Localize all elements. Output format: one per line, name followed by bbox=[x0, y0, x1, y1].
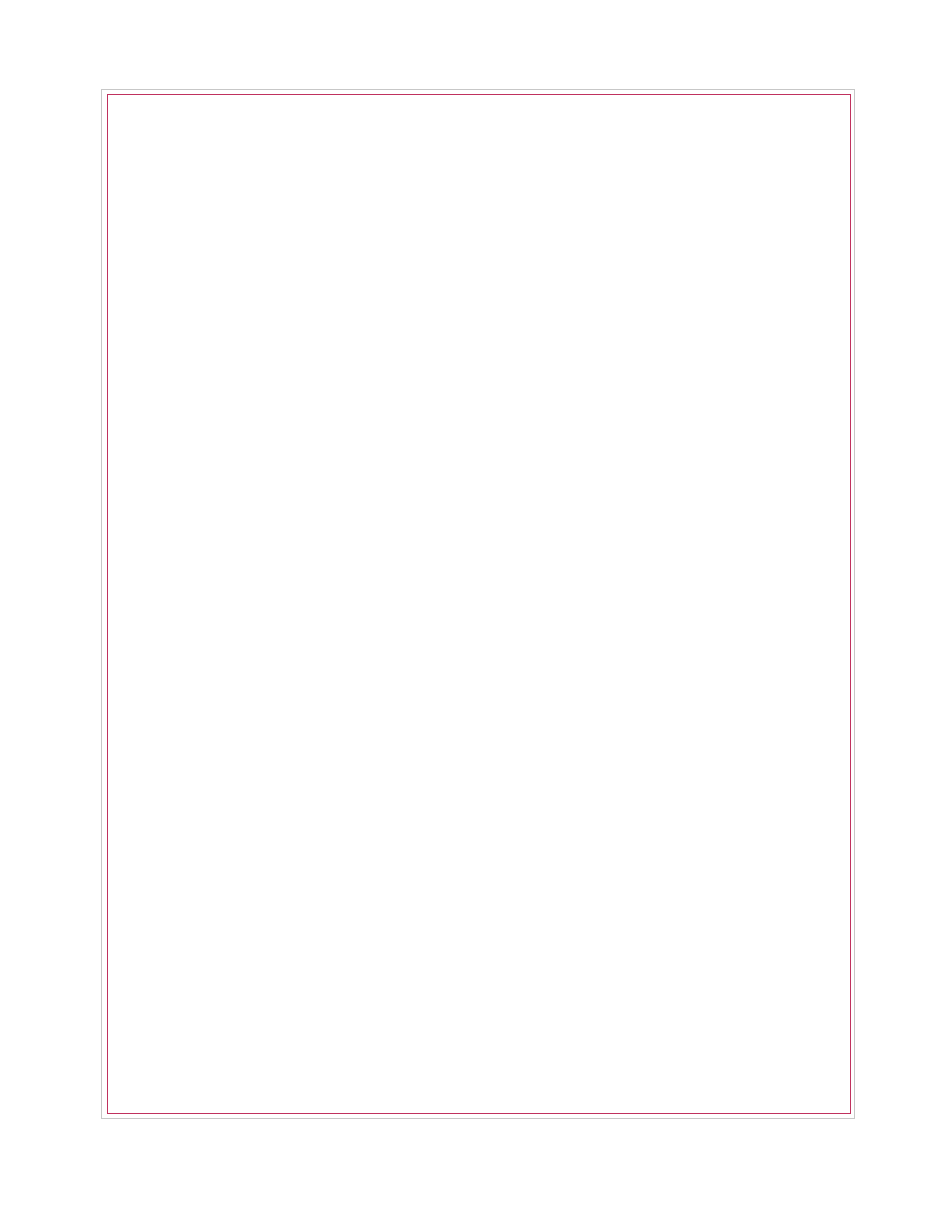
stroke-table bbox=[107, 94, 851, 1114]
practice-sheet bbox=[101, 89, 855, 1119]
